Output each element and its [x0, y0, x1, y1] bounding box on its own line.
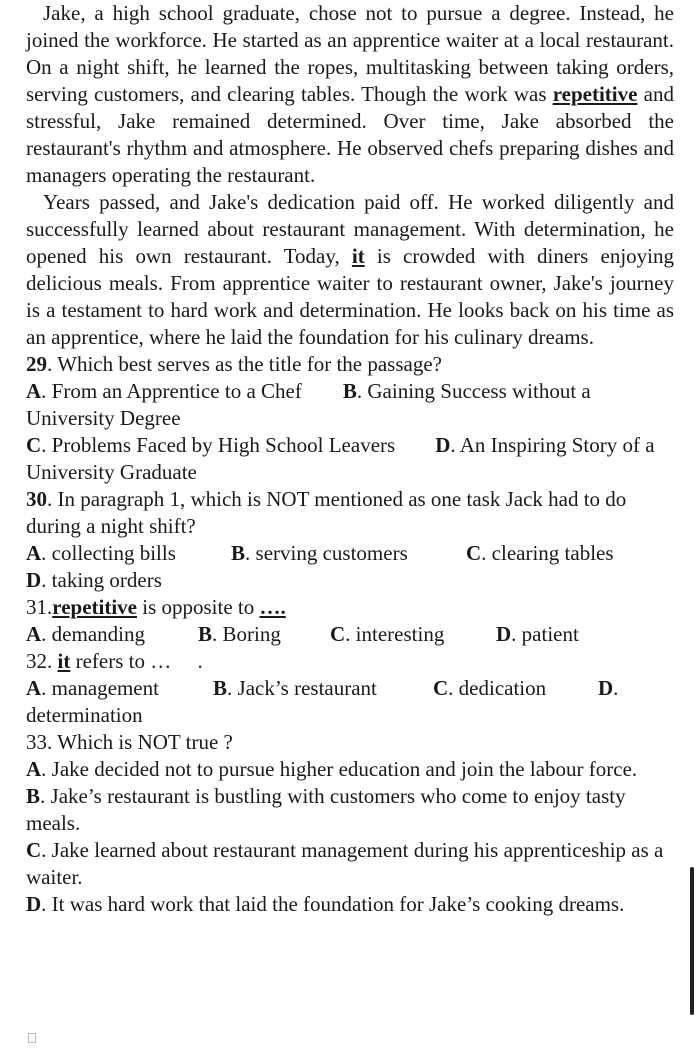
question-33-stem [26, 729, 674, 756]
option-text: . Jack’s restaurant [227, 676, 377, 700]
option-letter: A [26, 622, 42, 646]
placeholder-box-icon [28, 1033, 36, 1043]
option-30-a [26, 540, 231, 567]
option-text: . Jake’s restaurant is bustling with customers who come to enjoy tasty meals. [26, 784, 626, 835]
passage-paragraph-2 [26, 189, 674, 351]
paragraph-text: and stressful, Jake remained determined. Over time, Jake absorbed the restaurant's rhythm and atmosphere. He observed chefs preparing dishes and managers operating the restaurant. [26, 82, 674, 187]
option-32-a [26, 675, 213, 702]
option-text: . From an Apprentice to a Chef [41, 379, 302, 403]
option-letter: B [198, 622, 213, 646]
option-text: . An Inspiring Story of a University Graduate [26, 433, 655, 484]
option-31-a [26, 621, 198, 648]
question-29-options-cd [26, 432, 674, 486]
option-text: . Jake learned about restaurant management during his apprenticeship as a waiter. [26, 838, 664, 889]
option-30-c [466, 541, 614, 565]
option-letter: C [466, 541, 482, 565]
option-text: . serving customers [245, 541, 408, 565]
option-text: . It was hard work that laid the foundation for Jake’s cooking dreams. [41, 892, 625, 916]
option-text: . collecting bills [41, 541, 176, 565]
question-text: is opposite to [137, 595, 260, 619]
option-31-b [198, 621, 330, 648]
question-text: . Which best serves as the title for the passage? [47, 352, 442, 376]
answer-blank: …. [259, 595, 286, 619]
question-text: . In paragraph 1, which is NOT mentioned as one task Jack had to do during a night shift? [26, 487, 627, 538]
question-30-stem [26, 486, 674, 540]
question-29-stem [26, 351, 674, 378]
option-text: . demanding [41, 622, 145, 646]
option-letter: A [26, 379, 42, 403]
question-text: 33. Which is NOT true ? [26, 730, 233, 754]
question-31-stem [26, 594, 674, 621]
question-31-options [26, 621, 674, 648]
option-text: . determination [26, 676, 619, 727]
option-33-c [26, 837, 674, 891]
question-text: refers to … . [70, 649, 203, 673]
option-letter: D [26, 892, 42, 916]
option-text: . dedication [448, 676, 547, 700]
option-letter: B [231, 541, 246, 565]
vertical-scrollbar[interactable] [690, 867, 694, 1015]
question-number: 30 [26, 487, 47, 511]
option-text: . Problems Faced by High School Leavers [41, 433, 396, 457]
option-30-d [26, 567, 674, 594]
option-29-c [26, 433, 395, 457]
passage-paragraph-1 [26, 0, 674, 189]
question-30-options [26, 540, 674, 567]
question-number: 29 [26, 352, 47, 376]
question-29-options-ab [26, 378, 674, 432]
option-text: . patient [511, 622, 579, 646]
option-letter: D [435, 433, 451, 457]
option-letter: C [26, 433, 42, 457]
question-32-stem [26, 648, 674, 675]
option-letter: D [26, 568, 42, 592]
option-text: . clearing tables [481, 541, 614, 565]
option-letter: A [26, 757, 42, 781]
key-word-it: it [351, 244, 365, 268]
option-letter: A [26, 541, 42, 565]
paragraph-text: Jake, a high school graduate, chose not to pursue a degree. Instead, he joined the workforce. He started as an apprentice waiter at a local restaurant. On a night shift, he learned the ropes, multitasking between taking orders, serving customers, and clearing tables. Though the work was [26, 1, 674, 106]
key-word-repetitive: repetitive [552, 82, 638, 106]
option-letter: A [26, 676, 42, 700]
option-33-b [26, 783, 674, 837]
question-number: 32. [26, 649, 58, 673]
option-33-a [26, 756, 674, 783]
option-32-b [213, 675, 433, 702]
option-text: . Boring [212, 622, 281, 646]
option-text: . Gaining Success without a University Degree [26, 379, 591, 430]
option-letter: D [598, 676, 614, 700]
question-32-options [26, 675, 674, 729]
option-letter: B [213, 676, 228, 700]
paragraph-text: is crowded with diners enjoying delicious meals. From apprentice waiter to restaurant owner, Jake's journey is a testament to hard work and determination. He looks back on his time as an apprentice, where he laid the foundation for his culinary dreams. [26, 244, 675, 349]
option-30-b [231, 540, 466, 567]
option-text: . management [41, 676, 159, 700]
option-text: . interesting [345, 622, 445, 646]
key-word-repetitive: repetitive [52, 595, 137, 619]
option-text: . taking orders [41, 568, 162, 592]
option-text: . Jake decided not to pursue higher education and join the labour force. [41, 757, 638, 781]
option-33-d [26, 891, 674, 918]
paragraph-text: Years passed, and Jake's dedication paid off. He worked diligently and successfully learned about restaurant management. With determination, he opened his own restaurant. Today, [26, 190, 674, 268]
option-letter: C [433, 676, 449, 700]
option-29-a [26, 379, 302, 403]
option-letter: C [330, 622, 346, 646]
option-letter: C [26, 838, 42, 862]
document-page [26, 0, 674, 918]
option-31-c [330, 621, 496, 648]
option-letter: D [496, 622, 512, 646]
option-31-d [496, 622, 579, 646]
question-number: 31. [26, 595, 53, 619]
option-32-c [433, 675, 598, 702]
key-word-it: it [57, 649, 71, 673]
option-letter: B [26, 784, 41, 808]
option-letter: B [342, 379, 357, 403]
